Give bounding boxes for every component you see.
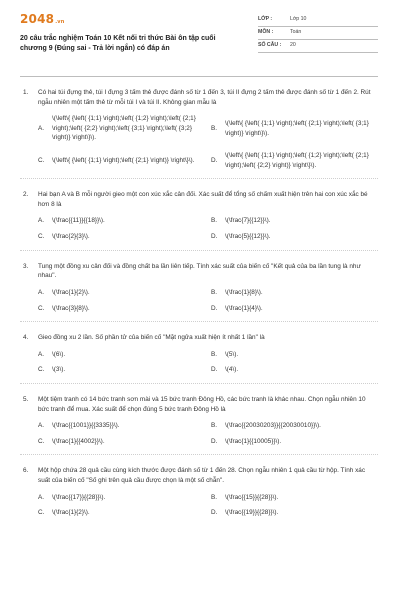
answer-option-a[interactable] xyxy=(38,216,205,226)
meta-label: LỚP : xyxy=(258,16,273,23)
answer-text: \(\frac{{11}}{{18}}\). xyxy=(52,217,105,225)
answer-option-c[interactable] xyxy=(38,437,205,447)
question-text: Hai bạn A và B mỗi người gieo một con xúc xắc cân đối. Xác suất để tổng số chấm xuất hiện trên hai con xúc xắc bé hơn 8 là xyxy=(38,191,368,208)
logo-text: 2048 xyxy=(20,12,55,26)
answer-option-c[interactable] xyxy=(38,151,205,170)
meta-info xyxy=(258,14,378,68)
question-text: Một tiệm tranh có 14 bức tranh sơn mài và 15 bức tranh Đông Hồ, các bức tranh là khác nhau. Chọn ngẫu nhiên 10 bức tranh để mua. Xác suất để chọn đúng 5 bức tranh Đông Hồ là xyxy=(38,395,366,413)
answer-option-c[interactable] xyxy=(38,508,205,518)
answer-letter: A. xyxy=(38,422,45,430)
answer-letter: A. xyxy=(38,288,45,296)
answer-option-b[interactable] xyxy=(211,421,378,431)
header xyxy=(20,10,378,68)
page-title: 20 câu trắc nghiệm Toán 10 Kết nối tri thức Bài ôn tập cuối chương 9 (Đúng sai - Trả lời ngắn) có đáp án xyxy=(20,35,216,53)
answer-option-d[interactable] xyxy=(211,365,378,375)
answer-text: \(6\). xyxy=(52,350,66,358)
answer-letter: C. xyxy=(38,233,45,241)
answer-letter: A. xyxy=(38,493,45,501)
question-text: Có hai túi đựng thẻ, túi I đựng 3 tấm thẻ được đánh số từ 1 đến 3, túi II đựng 2 tấm thẻ được đánh số từ 1 đến 2. Rút ngẫu nhiên một tấm thẻ từ mỗi túi I và túi II. Không gian mẫu là xyxy=(38,89,371,106)
answer-letter: A. xyxy=(38,350,45,358)
meta-value: Toán xyxy=(290,29,302,36)
answer-text: \(\left\{ {\left( {1;1} \right);\left( {1;2} \right);\left( {2;1} \right);\left( {2;2} \right)} \right\}\). xyxy=(225,152,369,169)
meta-value: Lớp 10 xyxy=(290,16,307,23)
question-body xyxy=(38,395,378,446)
answer-letter: D. xyxy=(211,509,218,517)
answer-option-d[interactable] xyxy=(211,304,378,314)
question-separator xyxy=(20,383,378,384)
meta-label: MÔN : xyxy=(258,29,274,36)
question-text: Tung một đồng xu cân đối và đồng chất ba lần liên tiếp. Tính xác suất của biến cố "Kết quả của ba lần tung là như nhau". xyxy=(38,262,361,280)
question-text: Một hộp chứa 28 quả cầu cùng kích thước được đánh số từ 1 đến 28. Chọn ngẫu nhiên 1 quả cầu từ hộp. Tính xác suất của biến cố "Số ghi trên quả cầu được chọn là một số chẵn". xyxy=(38,467,366,485)
answer-option-b[interactable] xyxy=(211,114,378,143)
answer-letter: C. xyxy=(38,304,45,312)
answer-letter: D. xyxy=(211,304,218,312)
question-body xyxy=(38,262,378,313)
answer-option-b[interactable] xyxy=(211,493,378,503)
answer-letter: C. xyxy=(38,509,45,517)
answer-letter: B. xyxy=(211,350,218,358)
answer-text: \(\frac{3}{8}\). xyxy=(52,304,90,312)
answer-option-a[interactable] xyxy=(38,288,205,298)
answer-letter: C. xyxy=(38,156,45,164)
question-number: 5. xyxy=(23,395,29,403)
answer-options xyxy=(38,114,378,170)
question-body xyxy=(38,88,378,170)
question-separator xyxy=(20,454,378,455)
meta-row-subject xyxy=(258,27,378,40)
answer-letter: D. xyxy=(211,366,218,374)
answer-option-d[interactable] xyxy=(211,508,378,518)
meta-row-count xyxy=(258,40,378,53)
answer-letter: D. xyxy=(211,156,218,164)
answer-letter: B. xyxy=(211,288,218,296)
answer-option-c[interactable] xyxy=(38,304,205,314)
answer-letter: A. xyxy=(38,217,45,225)
answer-option-d[interactable] xyxy=(211,151,378,170)
answer-text: \(\frac{5}{{12}}\). xyxy=(225,233,271,241)
question-body xyxy=(38,466,378,517)
logo-tld: .vn xyxy=(55,19,65,25)
question-number: 4. xyxy=(23,334,29,342)
header-left xyxy=(20,10,242,68)
answer-text: \(\frac{{19}}{{28}}\). xyxy=(225,509,279,517)
answer-options xyxy=(38,216,378,241)
answer-text: \(\frac{2}{3}\). xyxy=(52,233,90,241)
answer-text: \(3\). xyxy=(52,366,66,374)
question-separator xyxy=(20,250,378,251)
question-text: Gieo đồng xu 2 lần. Số phần tử của biến cố "Mặt ngửa xuất hiện ít nhất 1 lần" là xyxy=(38,334,265,342)
answer-text: \(5\). xyxy=(225,350,239,358)
answer-options xyxy=(38,288,378,313)
question-4 xyxy=(20,333,378,375)
question-number: 3. xyxy=(23,262,29,270)
answer-option-b[interactable] xyxy=(211,216,378,226)
question-number: 6. xyxy=(23,467,29,475)
answer-option-b[interactable] xyxy=(211,350,378,360)
question-separator xyxy=(20,178,378,179)
answer-text: \(\frac{1}{{4002}}\). xyxy=(52,437,105,445)
question-1 xyxy=(20,88,378,170)
meta-label: SỐ CÂU : xyxy=(258,42,282,49)
answer-letter: B. xyxy=(211,217,218,225)
answer-letter: D. xyxy=(211,437,218,445)
meta-row-grade xyxy=(258,14,378,27)
question-2 xyxy=(20,190,378,241)
answer-letter: B. xyxy=(211,422,218,430)
question-6 xyxy=(20,466,378,517)
answer-text: \(\frac{{15}}{{28}}\). xyxy=(225,493,279,501)
answer-option-b[interactable] xyxy=(211,288,378,298)
answer-text: \(\frac{1}{2}\). xyxy=(52,288,90,296)
meta-value: 20 xyxy=(290,42,296,49)
answer-text: \(\left\{ {\left( {1;1} \right);\left( {1;2} \right);\left( {2;1} \right);\left( {2;2} \right);\left( {3;1} \right);\left( {3;2} \right)} \right\}\). xyxy=(52,115,196,142)
answer-letter: C. xyxy=(38,437,45,445)
answer-text: \(\left\{ {\left( {1;1} \right);\left( {2;1} \right)} \right\}\). xyxy=(52,156,195,164)
answer-text: \(\frac{1}{{10005}}\). xyxy=(225,437,282,445)
answer-options xyxy=(38,493,378,518)
answer-letter: D. xyxy=(211,233,218,241)
answer-letter: B. xyxy=(211,124,218,132)
answer-letter: B. xyxy=(211,493,218,501)
question-3 xyxy=(20,262,378,313)
answer-option-c[interactable] xyxy=(38,365,205,375)
question-separator xyxy=(20,321,378,322)
answer-option-a[interactable] xyxy=(38,421,205,431)
answer-letter: C. xyxy=(38,366,45,374)
answer-option-c[interactable] xyxy=(38,232,205,242)
answer-text: \(\frac{{20030203}}{{20030010}}\). xyxy=(225,422,321,430)
answer-option-d[interactable] xyxy=(211,232,378,242)
answer-text: \(4\). xyxy=(225,366,239,374)
answer-text: \(\frac{1}{4}\). xyxy=(225,304,263,312)
answer-text: \(\left\{ {\left( {1;1} \right);\left( {2;1} \right);\left( {3;1} \right)} \right\}\). xyxy=(225,120,369,137)
question-body xyxy=(38,333,378,375)
answer-text: \(\frac{{1001}}{{3335}}\). xyxy=(52,422,120,430)
question-number: 2. xyxy=(23,191,29,199)
answer-text: \(\frac{1}{2}\). xyxy=(52,509,90,517)
answer-option-a[interactable] xyxy=(38,114,205,143)
answer-option-a[interactable] xyxy=(38,493,205,503)
answer-options xyxy=(38,421,378,446)
answer-letter: A. xyxy=(38,124,45,132)
question-body xyxy=(38,190,378,241)
answer-option-d[interactable] xyxy=(211,437,378,447)
answer-text: \(\frac{7}{{12}}\). xyxy=(225,217,271,225)
question-number: 1. xyxy=(23,89,29,96)
answer-option-a[interactable] xyxy=(38,350,205,360)
answer-options xyxy=(38,350,378,375)
header-divider xyxy=(20,76,378,77)
answer-text: \(\frac{{17}}{{28}}\). xyxy=(52,493,106,501)
answer-text: \(\frac{1}{8}\). xyxy=(225,288,263,296)
site-logo[interactable] xyxy=(20,10,242,28)
question-5 xyxy=(20,395,378,446)
